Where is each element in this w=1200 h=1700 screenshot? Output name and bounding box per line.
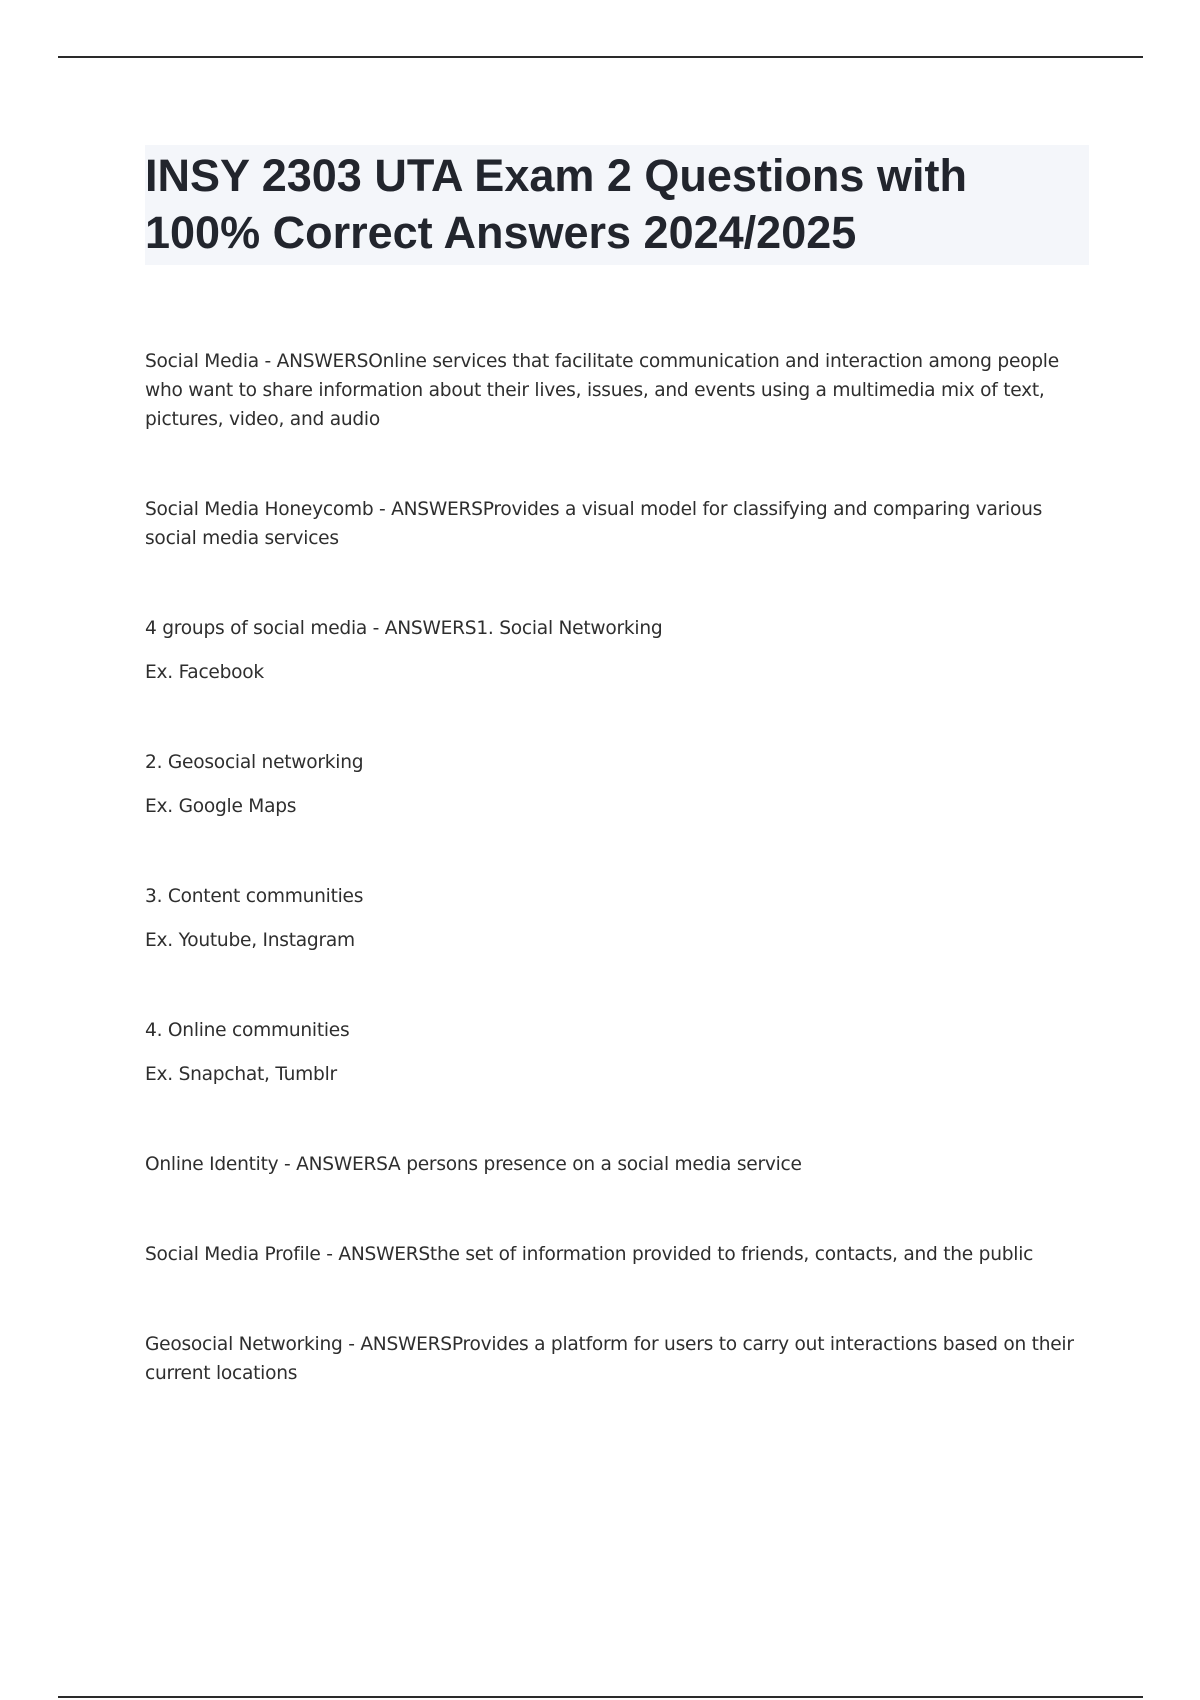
- document-body: [145, 347, 1090, 1388]
- entry-online-communities: 4. Online communities: [145, 1020, 350, 1041]
- entry-geosocial-networking-item: 2. Geosocial networking: [145, 752, 364, 773]
- title-block: [145, 145, 1089, 265]
- bottom-divider: [58, 1696, 1143, 1698]
- entry-social-media: Social Media - ANSWERSOnline services that facilitate communication and interaction among people who want to share information about their lives, issues, and events using a multimedia mix of text, pictures, video, and audio: [145, 351, 1059, 430]
- top-divider: [58, 56, 1143, 58]
- entry-content-communities: 3. Content communities: [145, 886, 364, 907]
- document-title: INSY 2303 UTA Exam 2 Questions with 100% Correct Answers 2024/2025: [145, 150, 967, 258]
- entry-social-media-honeycomb: Social Media Honeycomb - ANSWERSProvides a visual model for classifying and comparing various social media services: [145, 499, 1043, 549]
- entry-online-identity: Online Identity - ANSWERSA persons presence on a social media service: [145, 1154, 802, 1175]
- entry-geosocial-networking: Geosocial Networking - ANSWERSProvides a platform for users to carry out interactions based on their current locations: [145, 1334, 1074, 1384]
- entry-example-snapchat-tumblr: Ex. Snapchat, Tumblr: [145, 1064, 337, 1085]
- entry-social-media-profile: Social Media Profile - ANSWERSthe set of information provided to friends, contacts, and the public: [145, 1244, 1034, 1265]
- entry-four-groups: 4 groups of social media - ANSWERS1. Social Networking: [145, 618, 663, 639]
- entry-example-youtube-instagram: Ex. Youtube, Instagram: [145, 930, 355, 951]
- entry-example-google-maps: Ex. Google Maps: [145, 796, 297, 817]
- entry-example-facebook: Ex. Facebook: [145, 662, 264, 683]
